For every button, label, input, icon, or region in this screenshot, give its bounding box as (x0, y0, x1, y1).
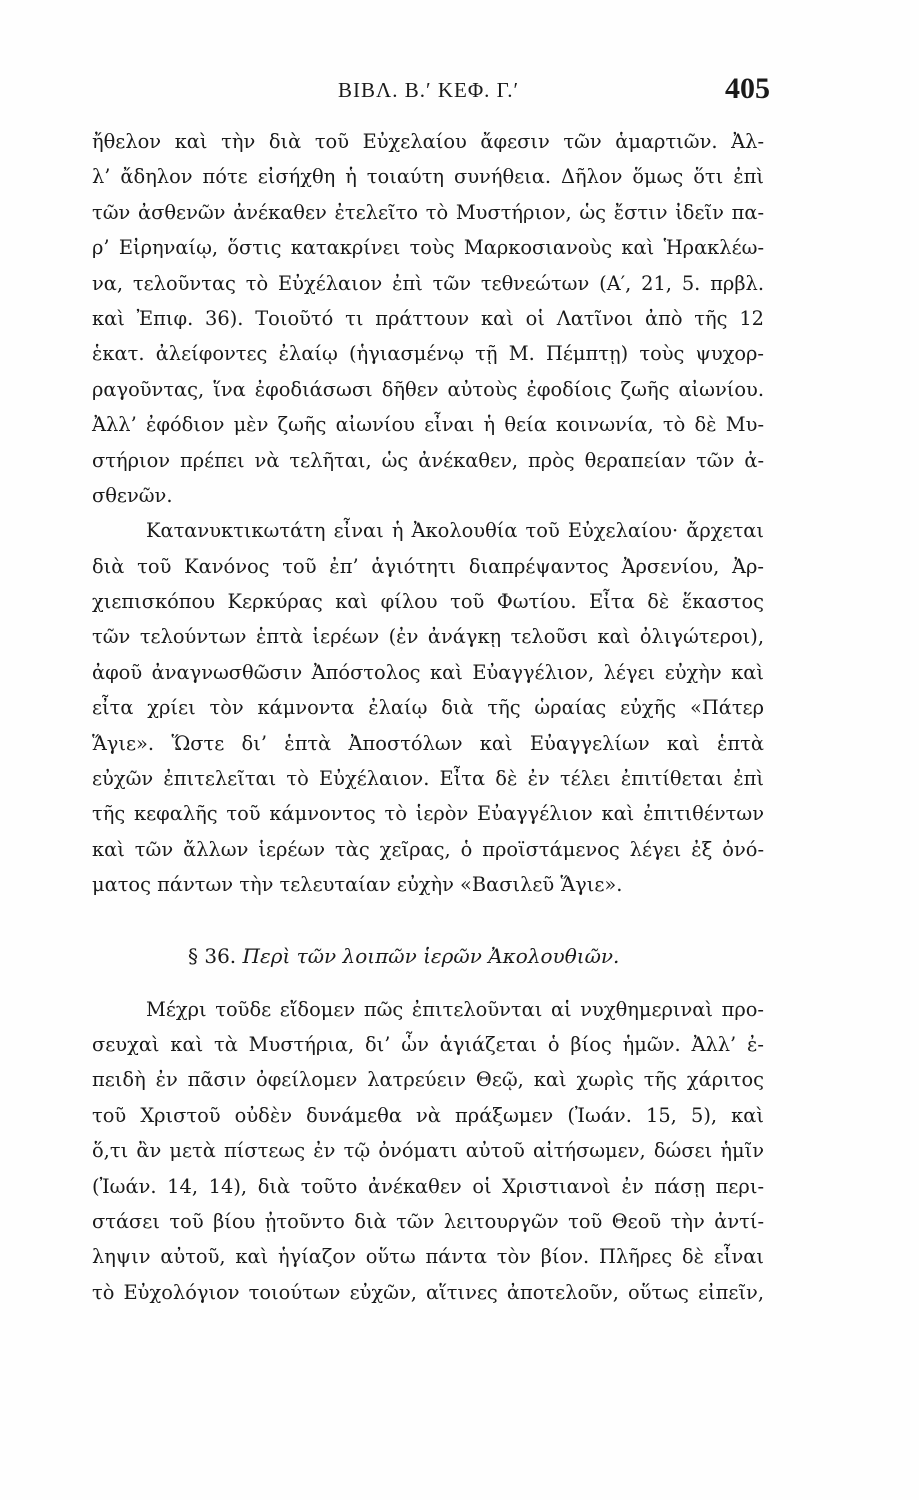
text-line: διὰ τοῦ Κανόνος τοῦ ἐπ’ ἁγιότητι διαπρέψαντος Ἀρσενίου, Ἀρ- (92, 554, 764, 578)
text-line: χιεπισκόπου Κερκύρας καὶ φίλου τοῦ Φωτίου. Εἶτα δὲ ἕκαστος (92, 590, 764, 614)
text-line: τῶν ἀσθενῶν ἀνέκαθεν ἐτελεῖτο τὸ Μυστήριον, ὡς ἔστιν ἰδεῖν πα- (92, 200, 764, 224)
text-line: πειδὴ ἐν πᾶσιν ὀφείλομεν λατρεύειν Θεῷ, καὶ χωρὶς τῆς χάριτος (92, 1068, 764, 1092)
text-line: σθενῶν. (92, 483, 173, 507)
section-spacer (92, 976, 764, 992)
page-number: 405 (725, 72, 770, 105)
text-line: λ’ ἄδηλον πότε εἰσήχθη ἡ τοιαύτη συνήθεια. Δῆλον ὅμως ὅτι ἐπὶ (92, 165, 764, 189)
text-line: Κατανυκτικωτάτη εἶναι ἡ Ἀκολουθία τοῦ Εὐχελαίου· ἄρχεται (146, 519, 764, 543)
text-line: ἤθελον καὶ τὴν διὰ τοῦ Εὐχελαίου ἄφεσιν τῶν ἁμαρτιῶν. Ἀλ- (92, 130, 764, 153)
text-line: ματος πάντων τὴν τελευταίαν εὐχὴν «Βασιλεῦ Ἅγιε». (92, 873, 623, 897)
text-line: ἑκατ. ἀλείφοντες ἐλαίῳ (ἡγιασμένῳ τῇ Μ. Πέμπτῃ) τοὺς ψυχορ- (92, 342, 764, 366)
text-line: ραγοῦντας, ἵνα ἐφοδιάσωσι δῆθεν αὐτοὺς ἐφοδίοις ζωῆς αἰωνίου. (92, 377, 764, 401)
section-title: Περὶ τῶν λοιπῶν ἱερῶν Ἀκολουθιῶν. (242, 943, 620, 968)
body-text (92, 124, 764, 1310)
text-line: τὸ Εὐχολόγιον τοιούτων εὐχῶν, αἵτινες ἀποτελοῦν, οὕτως εἰπεῖν, (92, 1280, 764, 1304)
text-line: σευχαὶ καὶ τὰ Μυστήρια, δι’ ὧν ἁγιάζεται ὁ βίος ἡμῶν. Ἀλλ’ ἐ- (92, 1032, 764, 1056)
text-line: εἶτα χρίει τὸν κάμνοντα ἐλαίῳ διὰ τῆς ὡραίας εὐχῆς «Πάτερ (92, 696, 764, 720)
text-line: να, τελοῦντας τὸ Εὐχέλαιον ἐπὶ τῶν τεθνεώτων (Α′, 21, 5. πρβλ. (92, 271, 764, 295)
section-number: § 36. (188, 943, 237, 968)
running-head: ΒΙΒΛ. Β.′ ΚΕΦ. Γ.′ (338, 78, 520, 102)
text-line: Ἅγιε». Ὥστε δι’ ἑπτὰ Ἀποστόλων καὶ Εὐαγγελίων καὶ ἑπτὰ (92, 731, 764, 755)
section-heading (92, 936, 764, 976)
text-line: Μέχρι τοῦδε εἴδομεν πῶς ἐπιτελοῦνται αἱ νυχθημεριναὶ προ- (146, 997, 764, 1021)
text-line: τῆς κεφαλῆς τοῦ κάμνοντος τὸ ἱερὸν Εὐαγγέλιον καὶ ἐπιτιθέντων (92, 802, 764, 826)
paragraph-continued (92, 124, 764, 513)
text-line: ληψιν αὐτοῦ, καὶ ἡγίαζον οὕτω πάντα τὸν βίον. Πλῆρες δὲ εἶναι (92, 1245, 764, 1269)
text-line: καὶ τῶν ἄλλων ἱερέων τὰς χεῖρας, ὁ προϊστάμενος λέγει ἐξ ὀνό- (92, 837, 764, 861)
text-line: ρ’ Εἰρηναίῳ, ὅστις κατακρίνει τοὺς Μαρκοσιανοὺς καὶ Ἡρακλέω- (92, 236, 764, 260)
text-line: ἀφοῦ ἀναγνωσθῶσιν Ἀπόστολος καὶ Εὐαγγέλιον, λέγει εὐχὴν καὶ (92, 660, 764, 684)
text-line: στάσει τοῦ βίου ᾐτοῦντο διὰ τῶν λειτουργῶν τοῦ Θεοῦ τὴν ἀντί- (92, 1209, 764, 1233)
text-line: ὅ,τι ἂν μετὰ πίστεως ἐν τῷ ὀνόματι αὐτοῦ αἰτήσωμεν, δώσει ἡμῖν (92, 1139, 764, 1163)
text-line: Ἀλλ’ ἐφόδιον μὲν ζωῆς αἰωνίου εἶναι ἡ θεία κοινωνία, τὸ δὲ Μυ- (92, 413, 764, 437)
text-line: τῶν τελούντων ἑπτὰ ἱερέων (ἐν ἀνάγκῃ τελοῦσι καὶ ὀλιγώτεροι), (92, 625, 764, 649)
section-spacer (92, 903, 764, 936)
text-line: εὐχῶν ἐπιτελεῖται τὸ Εὐχέλαιον. Εἶτα δὲ ἐν τέλει ἐπιτίθεται ἐπὶ (92, 767, 764, 791)
text-line: τοῦ Χριστοῦ οὐδὲν δυνάμεθα νὰ πράξωμεν (Ἰωάν. 15, 5), καὶ (92, 1103, 764, 1127)
paragraph-other-services (92, 992, 764, 1311)
paragraph-euchelaion (92, 513, 764, 902)
text-line: στήριον πρέπει νὰ τελῆται, ὡς ἀνέκαθεν, πρὸς θεραπείαν τῶν ἀ- (92, 448, 764, 472)
page-header (90, 72, 770, 118)
text-line: (Ἰωάν. 14, 14), διὰ τοῦτο ἀνέκαθεν οἱ Χριστιανοὶ ἐν πάσῃ περι- (92, 1174, 764, 1198)
text-line: καὶ Ἐπιφ. 36). Τοιοῦτό τι πράττουν καὶ οἱ Λατῖνοι ἀπὸ τῆς 12 (92, 306, 764, 330)
